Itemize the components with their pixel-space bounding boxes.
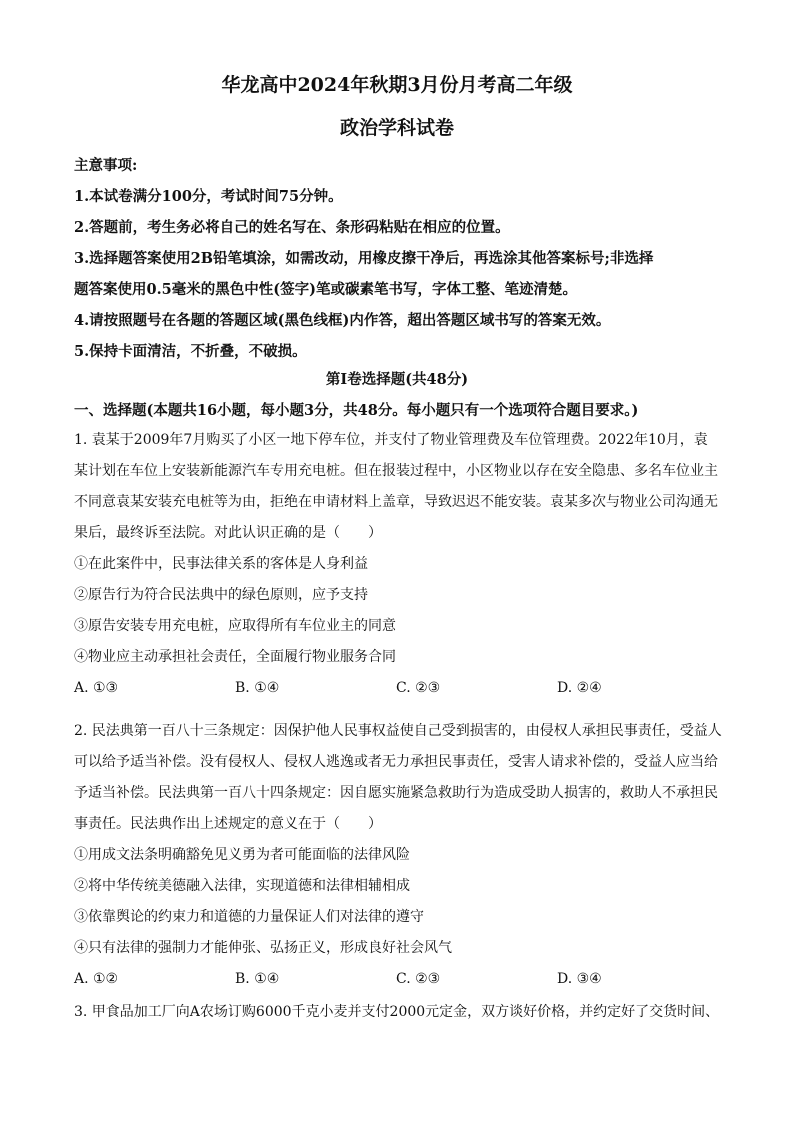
option-a: A. ①② [74,971,119,987]
note-item: 4.请按照题号在各题的答题区域(黑色线框)内作答，超出答题区域书写的答案无效。 [74,312,611,329]
option-b: B. ①④ [235,971,280,987]
notes-heading: 主意事项: [74,157,138,174]
question-1 [74,425,724,704]
question-stem-line: 不同意袁某安装充电桩等为由，拒绝在申请材料上盖章，导致迟迟不能安装。袁某多次与物业公司沟通无 [74,494,718,510]
section-subtitle: 一、选择题(本题共16小题，每小题3分，共48分。每小题只有一个选项符合题目要求。) [74,402,639,419]
statement: ③原告安装专用充电桩，应取得所有车位业主的同意 [74,618,396,634]
note-item: 2.答题前，考生务必将自己的姓名写在、条形码粘贴在相应的位置。 [74,219,510,236]
option-c: C. ②③ [396,680,441,696]
statement: ①用成文法条明确豁免见义勇为者可能面临的法律风险 [74,847,410,863]
option-b: B. ①④ [235,680,280,696]
option-d: D. ②④ [557,680,602,696]
option-a: A. ①③ [74,680,119,696]
statement: ③依靠舆论的约束力和道德的力量保证人们对法律的遵守 [74,909,424,925]
statement: ②原告行为符合民法典中的绿色原则，应予支持 [74,587,368,603]
note-item: 3.选择题答案使用2B铅笔填涂，如需改动，用橡皮擦干净后，再选涂其他答案标号;非选择 [74,250,654,267]
exam-title: 华龙高中2024年秋期3月份月考高二年级 [221,74,573,96]
question-stem-line: 某计划在车位上安装新能源汽车专用充电桩。但在报装过程中，小区物业以存在安全隐患、多名车位业主 [74,463,718,479]
statement: ④物业应主动承担社会责任，全面履行物业服务合同 [74,649,396,665]
question-stem-line: 3. 甲食品加工厂向A农场订购6000千克小麦并支付2000元定金，双方谈好价格，并约定好了交货时间、 [74,1004,720,1020]
note-item: 5.保持卡面清洁，不折叠，不破损。 [74,343,307,360]
statement: ②将中华传统美德融入法律，实现道德和法律相辅相成 [74,878,410,894]
question-stem-line: 予适当补偿。民法典第一百八十四条规定：因自愿实施紧急救助行为造成受助人损害的，救助人不承担民 [74,785,718,801]
question-stem-line: 事责任。民法典作出上述规定的意义在于（ ） [74,816,382,832]
notes-block [74,150,724,367]
statement: ①在此案件中，民事法律关系的客体是人身利益 [74,556,368,572]
exam-subtitle: 政治学科试卷 [339,117,454,139]
option-d: D. ③④ [557,971,602,987]
options-row [74,673,724,704]
statement: ④只有法律的强制力才能伸张、弘扬正义，形成良好社会风气 [74,940,452,956]
question-2 [74,716,724,995]
option-c: C. ②③ [396,971,441,987]
question-stem-line: 可以给予适当补偿。没有侵权人、侵权人逃逸或者无力承担民事责任，受害人请求补偿的，受益人应当给 [74,754,718,770]
question-stem-line: 2. 民法典第一百八十三条规定：因保护他人民事权益使自己受到损害的，由侵权人承担民事责任，受益人 [74,723,722,739]
question-stem-line: 1. 袁某于2009年7月购买了小区一地下停车位，并支付了物业管理费及车位管理费。2022年10月，袁 [74,432,708,448]
question-stem-line: 果后，最终诉至法院。对此认识正确的是（ ） [74,525,382,541]
options-row [74,964,724,995]
question-3 [74,997,724,1028]
section-title: 第I卷选择题(共48分) [325,371,469,388]
note-item: 题答案使用0.5毫米的黑色中性(签字)笔或碳素笔书写，字体工整、笔迹清楚。 [74,281,577,298]
note-item: 1.本试卷满分100分，考试时间75分钟。 [74,188,343,205]
